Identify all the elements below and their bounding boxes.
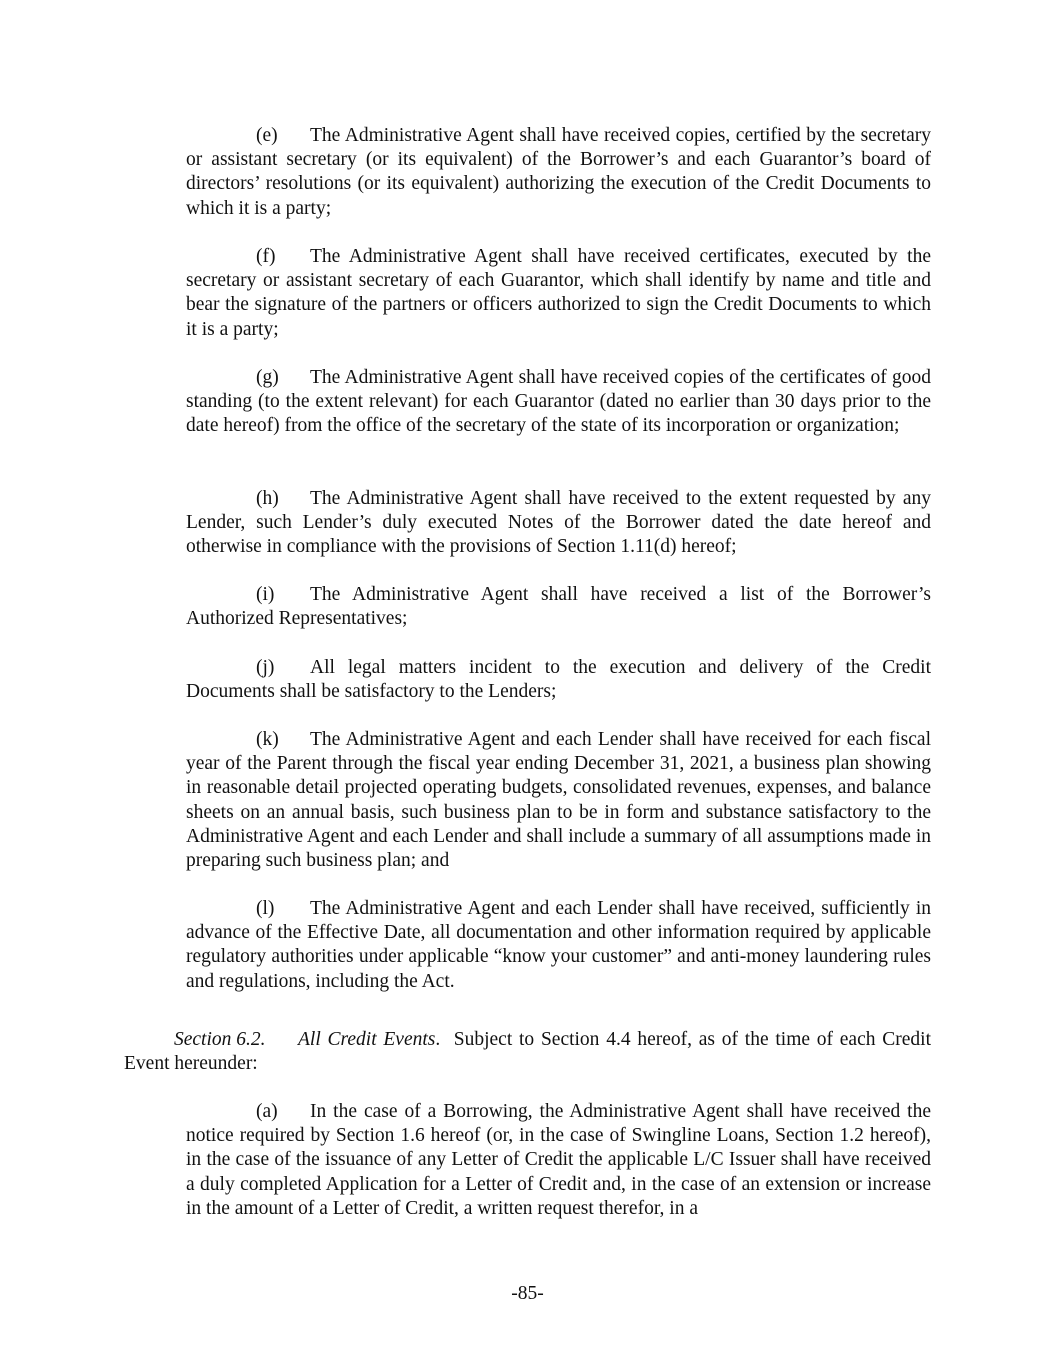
paragraph-text: The Administrative Agent shall have received certificates, executed by the secretary or assistant secretary of each Guarantor, which shall identify by name and title and bear the signature of the partners or officers authorized to sign the Credit Documents to which it is a party;: [186, 246, 931, 340]
paragraph-f: [186, 245, 931, 342]
paragraph-a: [186, 1100, 931, 1221]
paragraph-g: [186, 366, 931, 439]
paragraph-text: The Administrative Agent shall have received to the extent requested by any Lender, such Lender’s duly executed Notes of the Borrower dated the date hereof and otherwise in compliance with the provisions of Section 1.11(d) hereof;: [186, 488, 931, 558]
section-6-2-heading: Section 6.2. All Credit Events. Subject to Section 4.4 hereof, as of the time of each Credit Event hereunder:: [124, 1029, 931, 1075]
paragraph-text: In the case of a Borrowing, the Administrative Agent shall have received the notice required by Section 1.6 hereof (or, in the case of Swingline Loans, Section 1.2 hereof), in the case of the issuance of any Letter of Credit the applicable L/C Issuer shall have received a duly completed Application for a Letter of Credit and, in the case of an extension or increase in the amount of a Letter of Credit, a written request therefor, in a: [186, 1101, 931, 1219]
paragraph-label: (l): [256, 898, 275, 919]
paragraph-label: (h): [256, 488, 279, 509]
paragraph-text: The Administrative Agent shall have received copies of the certificates of good standing (to the extent relevant) for each Guarantor (dated no earlier than 30 days prior to the date hereof) from the office of the secretary of the state of its incorporation or organization;: [186, 367, 931, 437]
paragraph-label: (k): [256, 729, 279, 750]
paragraph-label: (g): [256, 367, 279, 388]
paragraph-label: (j): [256, 657, 275, 678]
paragraph-k: [186, 728, 931, 873]
paragraph-text: The Administrative Agent and each Lender shall have received for each fiscal year of the Parent through the fiscal year ending December 31, 2021, a business plan showing in reasonable detail projected operating budgets, consolidated revenues, expenses, and balance sheets on an annual basis, such business plan to be in form and substance satisfactory to the Administrative Agent and each Lender and shall include a summary of all assumptions made in preparing such business plan; and: [186, 729, 931, 872]
paragraph-label: (e): [256, 125, 278, 146]
paragraph-text: The Administrative Agent shall have received copies, certified by the secretary or assistant secretary (or its equivalent) of the Borrower’s and each Guarantor’s board of directors’ resolutions (or its equivalent) authorizing the execution of the Credit Documents to which it is a party;: [186, 125, 931, 219]
section-title: All Credit Events: [298, 1029, 436, 1050]
paragraph-text: The Administrative Agent and each Lender shall have received, sufficiently in advance of the Effective Date, all documentation and other information required by applicable regulatory authorities under applicable “know your customer” and anti-money laundering rules and regulations, including the Act.: [186, 898, 931, 992]
paragraph-label: (i): [256, 584, 275, 605]
section-text: Subject to Section 4.4 hereof, as of the time of each Credit Event hereunder:: [124, 1029, 931, 1075]
section-number: Section 6.2.: [174, 1029, 266, 1050]
paragraph-i: [186, 583, 931, 631]
paragraph-text: The Administrative Agent shall have received a list of the Borrower’s Authorized Representatives;: [186, 584, 931, 630]
paragraph-h: [186, 487, 931, 560]
paragraph-e: [186, 124, 931, 221]
paragraph-j: [186, 656, 931, 704]
paragraph-l: [186, 897, 931, 994]
page-number: -85-: [511, 1283, 544, 1304]
paragraph-label: (a): [256, 1101, 278, 1122]
paragraph-text: All legal matters incident to the execution and delivery of the Credit Documents shall be satisfactory to the Lenders;: [186, 657, 931, 703]
paragraph-label: (f): [256, 246, 276, 267]
